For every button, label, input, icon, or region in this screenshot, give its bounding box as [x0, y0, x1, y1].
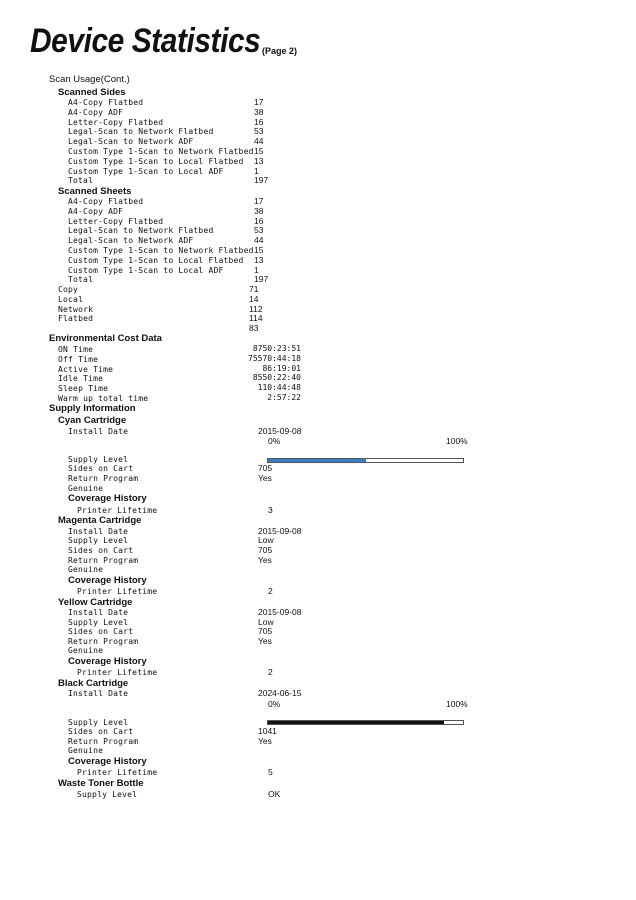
black-install-date-value: 2024-06-15 — [258, 688, 302, 698]
yellow-genuine-label: Genuine — [68, 646, 104, 655]
cyan-lifetime-value: 3 — [268, 505, 273, 515]
yellow-lifetime-label: Printer Lifetime — [77, 668, 158, 677]
yellow-cartridge-heading: Yellow Cartridge — [58, 597, 133, 608]
supply-information-heading: Supply Information — [49, 403, 136, 414]
scanned-sides-heading: Scanned Sides — [58, 87, 126, 98]
scanned-sheets-row-label: Custom Type 1-Scan to Local ADF — [68, 265, 224, 275]
scanned-sheets-row-value: 1 — [254, 264, 259, 275]
yellow-sides-value: 705 — [258, 626, 273, 636]
scanned-sheets-heading: Scanned Sheets — [58, 186, 132, 197]
magenta-genuine-label: Genuine — [68, 565, 104, 574]
magenta-install-date-label: Install Date — [68, 527, 129, 536]
scanned-sheets-row-value: 16 — [254, 215, 264, 226]
scanned-sheets-row-value: 38 — [254, 205, 264, 216]
yellow-return-label: Return Program — [68, 637, 139, 646]
yellow-coverage-heading: Coverage History — [68, 656, 147, 667]
scanned-sides-row-label: Custom Type 1-Scan to Local ADF — [68, 166, 224, 176]
environmental-row-value: 8550:22:40 — [252, 373, 301, 383]
scan-total-row-label: Local — [58, 294, 84, 304]
scanned-sheets-row-value: 17 — [254, 196, 264, 206]
environmental-row-label: Idle Time — [58, 374, 104, 384]
cyan-sides-value: 705 — [258, 463, 273, 473]
scan-total-row-value: 14 — [249, 293, 259, 304]
scanned-sides-row-label: Custom Type 1-Scan to Local Flatbed — [68, 156, 244, 166]
environmental-row-value: 75570:44:18 — [248, 353, 301, 363]
magenta-cartridge-heading: Magenta Cartridge — [58, 515, 142, 526]
environmental-row-label: ON Time — [58, 345, 94, 354]
yellow-install-date-value: 2015-09-08 — [258, 607, 302, 617]
black-return-label: Return Program — [68, 737, 139, 746]
scanned-sheets-row-label: Total — [68, 275, 94, 285]
magenta-supply-level-value: Low — [258, 535, 274, 545]
black-genuine-label: Genuine — [68, 746, 104, 755]
scanned-sheets-row-value: 15 — [254, 245, 264, 255]
environmental-row-label: Sleep Time — [58, 384, 109, 394]
scanned-sheets-row-label: A4-Copy Flatbed — [68, 197, 144, 206]
scanned-sides-row-value: 16 — [254, 116, 264, 127]
scanned-sheets-row-value: 53 — [254, 225, 264, 236]
waste-toner-level-label: Supply Level — [77, 790, 138, 799]
magenta-sides-label: Sides on Cart — [68, 546, 134, 555]
scanned-sheets-row-label: Legal-Scan to Network Flatbed — [68, 226, 214, 236]
black-sides-label: Sides on Cart — [68, 727, 134, 736]
scan-total-row-label: Flatbed — [58, 314, 94, 324]
yellow-supply-level-value: Low — [258, 617, 274, 627]
scanned-sides-row-value: 53 — [254, 126, 264, 137]
cyan-install-date-label: Install Date — [68, 427, 129, 436]
black-supply-level-label: Supply Level — [68, 718, 129, 727]
yellow-return-value: Yes — [258, 636, 272, 646]
scanned-sides-row-value: 17 — [254, 97, 264, 107]
scanned-sheets-row-label: Custom Type 1-Scan to Local Flatbed — [68, 255, 244, 265]
scan-total-row-value: 112 — [249, 303, 263, 314]
cyan-install-date-value: 2015-09-08 — [258, 426, 302, 436]
scanned-sides-row-value: 13 — [254, 155, 264, 166]
scanned-sides-row-value: 44 — [254, 136, 264, 147]
yellow-supply-level-label: Supply Level — [68, 618, 129, 627]
waste-toner-heading: Waste Toner Bottle — [58, 778, 144, 789]
black-scale-min: 0% — [268, 699, 281, 709]
scanned-sheets-row-value: 13 — [254, 254, 264, 265]
scanned-sides-row-label: A4-Copy Flatbed — [68, 98, 144, 107]
scanned-sides-row-value: 1 — [254, 165, 259, 176]
magenta-return-label: Return Program — [68, 556, 139, 565]
scanned-sides-row-value: 197 — [254, 175, 269, 186]
environmental-row-value: 110:44:48 — [257, 383, 301, 393]
black-sides-value: 1041 — [258, 726, 277, 736]
magenta-sides-value: 705 — [258, 545, 273, 555]
page-title: Device Statistics — [30, 22, 261, 60]
cyan-supply-level-bar — [267, 458, 464, 463]
environmental-row-label: Active Time — [58, 364, 114, 374]
yellow-install-date-label: Install Date — [68, 608, 129, 617]
magenta-return-value: Yes — [258, 555, 272, 565]
scan-total-row-value: 114 — [249, 313, 263, 324]
cyan-scale-min: 0% — [268, 436, 281, 446]
black-supply-level-fill — [268, 721, 444, 724]
cyan-sides-label: Sides on Cart — [68, 464, 134, 473]
cyan-return-value: Yes — [258, 473, 272, 483]
scan-total-row-label: Copy — [58, 285, 79, 294]
scan-total-row-label: Network — [58, 304, 94, 314]
yellow-lifetime-value: 2 — [268, 667, 273, 677]
scanned-sheets-row-label: Legal-Scan to Network ADF — [68, 236, 194, 246]
scanned-sheets-row-label: Custom Type 1-Scan to Network Flatbed — [68, 246, 254, 255]
scanned-sides-row-value: 15 — [254, 146, 264, 156]
page-number-label: (Page 2) — [262, 46, 298, 56]
cyan-genuine-label: Genuine — [68, 484, 104, 493]
environmental-row-value: 2:57:22 — [267, 393, 301, 402]
scanned-sides-row-label: Custom Type 1-Scan to Network Flatbed — [68, 147, 254, 156]
environmental-row-value: 8750:23:51 — [252, 344, 301, 353]
page-header — [30, 22, 292, 61]
magenta-lifetime-value: 2 — [268, 586, 273, 596]
magenta-install-date-value: 2015-09-08 — [258, 526, 302, 536]
yellow-sides-label: Sides on Cart — [68, 627, 134, 636]
magenta-supply-level-label: Supply Level — [68, 536, 129, 545]
scanned-sheets-row-value: 44 — [254, 235, 264, 246]
black-lifetime-label: Printer Lifetime — [77, 768, 158, 777]
scan-total-row-value: 71 — [249, 284, 259, 294]
cyan-cartridge-heading: Cyan Cartridge — [58, 415, 127, 426]
scanned-sides-row-label: Total — [68, 176, 94, 186]
cyan-coverage-heading: Coverage History — [68, 493, 147, 504]
environmental-row-value: 86:19:01 — [262, 363, 301, 373]
cyan-supply-level-fill — [268, 459, 366, 462]
black-lifetime-value: 5 — [268, 767, 273, 777]
magenta-coverage-heading: Coverage History — [68, 575, 147, 586]
scanned-sides-row-label: Legal-Scan to Network Flatbed — [68, 127, 214, 137]
environmental-row-label: Warm up total time — [58, 394, 149, 403]
scanned-sides-row-value: 38 — [254, 106, 264, 117]
scanned-sheets-row-label: A4-Copy ADF — [68, 206, 124, 216]
scanned-sides-row-label: Legal-Scan to Network ADF — [68, 137, 194, 147]
waste-toner-level-value: OK — [268, 789, 281, 799]
scanned-sheets-row-value: 197 — [254, 274, 269, 285]
black-supply-level-bar — [267, 720, 464, 725]
scanned-sheets-row-label: Letter-Copy Flatbed — [68, 216, 164, 226]
black-return-value: Yes — [258, 736, 272, 746]
cyan-scale-max: 100% — [446, 436, 468, 446]
scan-usage-heading: Scan Usage(Cont.) — [49, 74, 130, 85]
black-scale-max: 100% — [446, 699, 468, 709]
cyan-supply-level-label: Supply Level — [68, 455, 129, 464]
cyan-return-label: Return Program — [68, 474, 139, 483]
cyan-lifetime-label: Printer Lifetime — [77, 506, 158, 515]
environmental-cost-heading: Environmental Cost Data — [49, 333, 162, 344]
scan-total-row-value: 83 — [249, 323, 259, 334]
black-cartridge-heading: Black Cartridge — [58, 678, 129, 689]
scanned-sides-row-label: A4-Copy ADF — [68, 107, 124, 117]
black-coverage-heading: Coverage History — [68, 756, 147, 767]
black-install-date-label: Install Date — [68, 689, 129, 698]
environmental-row-label: Off Time — [58, 354, 99, 364]
magenta-lifetime-label: Printer Lifetime — [77, 587, 158, 596]
scanned-sides-row-label: Letter-Copy Flatbed — [68, 117, 164, 127]
